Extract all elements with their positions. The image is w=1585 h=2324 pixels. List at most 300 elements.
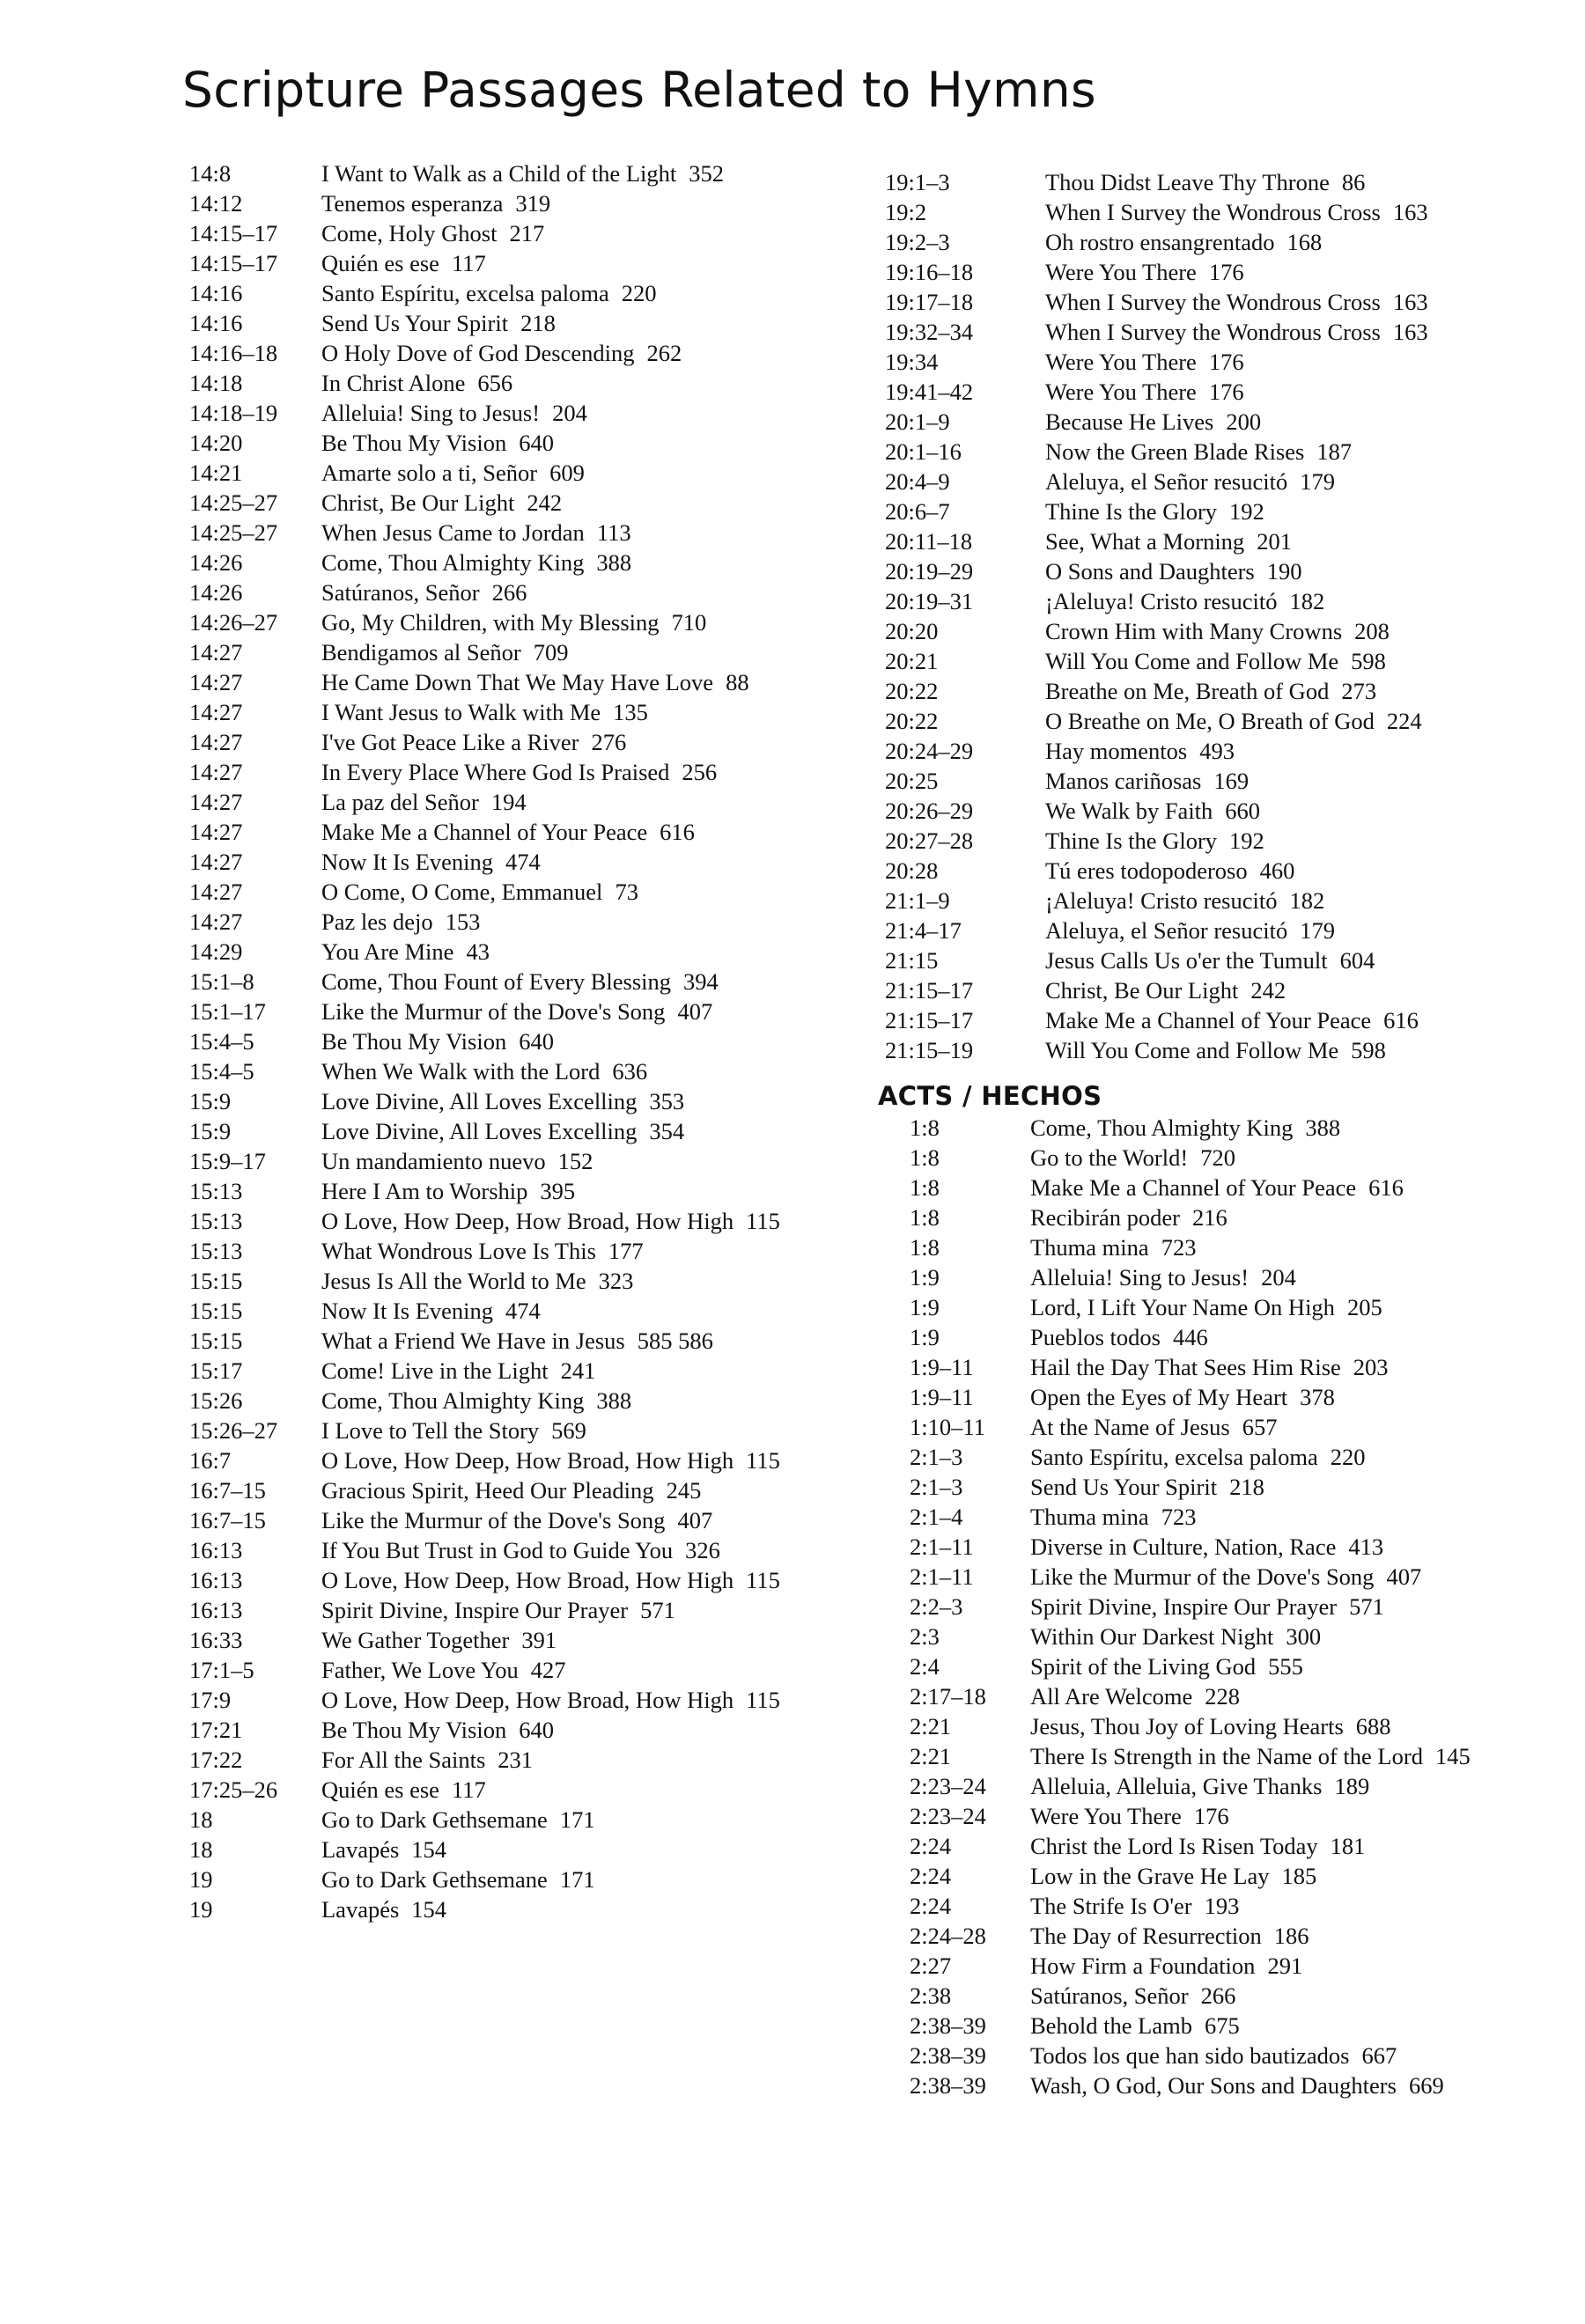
hymn-entry xyxy=(1045,287,1501,317)
hymn-number: 117 xyxy=(451,1776,486,1803)
hymn-entry xyxy=(1030,1861,1501,1891)
hymn-entry xyxy=(1030,1801,1501,1831)
hymn-number: 474 xyxy=(505,1298,541,1324)
hymn-title: Like the Murmur of the Dove's Song xyxy=(1030,1563,1375,1590)
scripture-reference: 2:38–39 xyxy=(910,2012,986,2039)
scripture-reference: 21:15–17 xyxy=(885,1007,974,1033)
scripture-reference: 20:1–16 xyxy=(885,438,962,465)
scripture-reference: 20:19–31 xyxy=(885,588,974,614)
hymn-entry xyxy=(321,1864,806,1894)
hymn-entry xyxy=(1030,1651,1501,1681)
scripture-reference: 20:4–9 xyxy=(885,468,950,495)
hymn-entry xyxy=(1030,1232,1501,1262)
scripture-reference: 2:2–3 xyxy=(910,1593,963,1620)
hymn-number: 446 xyxy=(1172,1324,1208,1350)
hymn-entry xyxy=(321,1416,806,1445)
hymn-number: 163 xyxy=(1392,289,1428,315)
scripture-reference: 20:20 xyxy=(885,618,939,644)
scripture-reference: 14:15–17 xyxy=(189,220,278,246)
index-entry xyxy=(885,676,1501,706)
hymn-entry xyxy=(1045,886,1501,916)
scripture-reference: 16:7–15 xyxy=(189,1507,266,1533)
scripture-reference: 19:1–3 xyxy=(885,169,950,195)
hymn-number: 710 xyxy=(671,609,707,636)
hymn-number: 179 xyxy=(1300,468,1335,495)
scripture-reference: 15:15 xyxy=(189,1298,243,1324)
scripture-reference: 20:22 xyxy=(885,678,939,704)
hymn-number: 571 xyxy=(1349,1593,1384,1620)
hymn-title: Thou Didst Leave Thy Throne xyxy=(1045,169,1330,195)
scripture-reference: 14:16 xyxy=(189,280,243,306)
hymn-number: 720 xyxy=(1200,1144,1235,1171)
index-entry xyxy=(885,1202,1501,1232)
index-entry xyxy=(189,1625,806,1655)
hymn-entry xyxy=(1030,1741,1501,1771)
hymn-title: What Wondrous Love Is This xyxy=(321,1238,596,1264)
scripture-reference: 2:24–28 xyxy=(910,1923,986,1949)
hymn-title: O Love, How Deep, How Broad, How High xyxy=(321,1447,734,1474)
hymn-title: Thine Is the Glory xyxy=(1045,498,1218,525)
hymn-entry xyxy=(321,1206,806,1236)
scripture-reference: 20:24–29 xyxy=(885,738,974,764)
hymn-title: Make Me a Channel of Your Peace xyxy=(1030,1174,1357,1201)
hymn-entry xyxy=(1030,1711,1501,1741)
index-entry xyxy=(189,1416,806,1445)
hymn-number: 220 xyxy=(621,280,657,306)
hymn-number: 135 xyxy=(613,699,648,725)
hymn-entry xyxy=(321,218,806,248)
hymn-entry xyxy=(1045,796,1501,826)
scripture-reference: 19:16–18 xyxy=(885,259,974,285)
index-entry xyxy=(885,1681,1501,1711)
hymn-title: How Firm a Foundation xyxy=(1030,1953,1256,1979)
index-entry xyxy=(189,338,806,368)
hymn-number: 189 xyxy=(1334,1773,1370,1799)
hymn-title: For All the Saints xyxy=(321,1747,486,1773)
index-entry xyxy=(189,1266,806,1296)
hymn-title: Will You Come and Follow Me xyxy=(1045,1037,1339,1063)
index-entry xyxy=(885,1891,1501,1921)
hymn-entry xyxy=(321,1176,806,1206)
hymn-entry xyxy=(1030,1262,1501,1292)
scripture-reference: 2:17–18 xyxy=(910,1683,986,1710)
hymn-entry xyxy=(321,1296,806,1326)
scripture-reference: 14:27 xyxy=(189,879,243,905)
hymn-entry xyxy=(321,817,806,847)
index-entry xyxy=(189,1236,806,1266)
hymn-number: 353 xyxy=(649,1088,685,1114)
scripture-reference: 14:26 xyxy=(189,549,243,576)
hymn-number: 413 xyxy=(1348,1533,1384,1560)
hymn-title: Within Our Darkest Night xyxy=(1030,1623,1274,1650)
hymn-title: Christ the Lord Is Risen Today xyxy=(1030,1833,1318,1859)
hymn-title: Low in the Grave He Lay xyxy=(1030,1863,1270,1889)
hymn-number: 300 xyxy=(1286,1623,1322,1650)
scripture-reference: 19 xyxy=(189,1896,213,1923)
index-entry xyxy=(189,218,806,248)
hymn-entry xyxy=(1030,1592,1501,1622)
hymn-number: 182 xyxy=(1289,887,1325,914)
hymn-number: 723 xyxy=(1161,1234,1197,1261)
hymn-number: 323 xyxy=(598,1268,634,1294)
hymn-number: 569 xyxy=(551,1417,586,1444)
hymn-number: 204 xyxy=(552,400,587,426)
hymn-title: If You But Trust in God to Guide You xyxy=(321,1537,674,1563)
index-entry xyxy=(189,1685,806,1715)
index-entry xyxy=(189,1565,806,1595)
index-entry xyxy=(189,907,806,937)
hymn-number: 176 xyxy=(1208,259,1244,285)
index-entry xyxy=(189,1116,806,1146)
scripture-reference: 1:9–11 xyxy=(910,1384,974,1410)
hymn-title: You Are Mine xyxy=(321,938,454,965)
scripture-reference: 14:27 xyxy=(189,729,243,755)
hymn-number: 474 xyxy=(505,849,541,875)
index-entry xyxy=(885,526,1501,556)
hymn-number: 598 xyxy=(1351,1037,1386,1063)
scripture-reference: 21:15 xyxy=(885,947,939,974)
hymn-number: 493 xyxy=(1199,738,1235,764)
index-entry xyxy=(885,1622,1501,1651)
scripture-reference: 20:1–9 xyxy=(885,408,950,435)
hymn-entry xyxy=(321,1026,806,1056)
scripture-reference: 15:17 xyxy=(189,1357,243,1384)
hymn-entry xyxy=(321,368,806,398)
hymn-number: 640 xyxy=(519,1028,554,1055)
index-entry xyxy=(885,1651,1501,1681)
hymn-title: O Holy Dove of God Descending xyxy=(321,340,635,366)
index-entry xyxy=(189,248,806,278)
scripture-reference: 21:1–9 xyxy=(885,887,950,914)
hymn-number: 190 xyxy=(1266,558,1302,585)
index-entry xyxy=(189,308,806,338)
hymn-title: Pueblos todos xyxy=(1030,1324,1161,1350)
index-entry xyxy=(189,428,806,458)
index-entry xyxy=(189,158,806,188)
hymn-number: 117 xyxy=(451,250,486,276)
scripture-reference: 1:9 xyxy=(910,1294,940,1320)
hymn-title: Like the Murmur of the Dove's Song xyxy=(321,998,666,1025)
hymn-number: 176 xyxy=(1193,1803,1229,1829)
hymn-title: Breathe on Me, Breath of God xyxy=(1045,678,1330,704)
scripture-reference: 14:16 xyxy=(189,310,243,336)
scripture-reference: 18 xyxy=(189,1806,213,1833)
hymn-entry xyxy=(1045,227,1501,257)
hymn-entry xyxy=(321,428,806,458)
index-entry xyxy=(189,1864,806,1894)
hymn-title: Come, Holy Ghost xyxy=(321,220,498,246)
hymn-entry xyxy=(321,1445,806,1475)
scripture-reference: 1:9–11 xyxy=(910,1354,974,1380)
hymn-title: Now It Is Evening xyxy=(321,1298,494,1324)
hymn-number: 115 xyxy=(746,1687,780,1713)
hymn-entry xyxy=(1030,1173,1501,1202)
index-entry xyxy=(189,847,806,877)
index-entry xyxy=(189,1775,806,1805)
hymn-title: In Christ Alone xyxy=(321,370,466,396)
hymn-title: Alleluia! Sing to Jesus! xyxy=(321,400,541,426)
index-entry xyxy=(189,1356,806,1386)
hymn-number: 200 xyxy=(1226,408,1262,435)
hymn-entry xyxy=(321,937,806,967)
scripture-reference: 2:38–39 xyxy=(910,2072,986,2099)
scripture-reference: 16:7 xyxy=(189,1447,232,1474)
hymn-title: Paz les dejo xyxy=(321,908,433,935)
index-entry xyxy=(885,347,1501,377)
hymn-entry xyxy=(321,607,806,637)
hymn-entry xyxy=(1045,586,1501,616)
index-entry xyxy=(189,458,806,488)
hymn-entry xyxy=(1045,1005,1501,1035)
hymn-entry xyxy=(321,1595,806,1625)
hymn-title: Were You There xyxy=(1045,379,1197,405)
hymn-entry xyxy=(321,1565,806,1595)
scripture-reference: 14:27 xyxy=(189,669,243,695)
hymn-title: Come, Thou Almighty King xyxy=(321,549,585,576)
scripture-reference: 14:27 xyxy=(189,789,243,815)
hymn-number: 395 xyxy=(540,1178,576,1204)
scripture-reference: 14:8 xyxy=(189,160,232,187)
index-entry xyxy=(189,1505,806,1535)
index-entry xyxy=(189,1026,806,1056)
hymn-number: 460 xyxy=(1259,857,1295,884)
hymn-entry xyxy=(321,1894,806,1924)
scripture-reference: 14:16–18 xyxy=(189,340,278,366)
scripture-reference: 20:26–29 xyxy=(885,798,974,824)
hymn-title: Spirit Divine, Inspire Our Prayer xyxy=(1030,1593,1338,1620)
hymn-title: Gracious Spirit, Heed Our Pleading xyxy=(321,1477,654,1504)
index-entry xyxy=(885,1005,1501,1035)
index-entry xyxy=(885,197,1501,227)
hymn-entry xyxy=(1030,1622,1501,1651)
scripture-reference: 15:9 xyxy=(189,1088,232,1114)
hymn-entry xyxy=(1030,1442,1501,1472)
scripture-reference: 2:4 xyxy=(910,1653,940,1680)
hymn-title: Spirit Divine, Inspire Our Prayer xyxy=(321,1597,629,1623)
index-entry xyxy=(885,467,1501,496)
hymn-title: Oh rostro ensangrentado xyxy=(1045,229,1275,255)
scripture-reference: 19:17–18 xyxy=(885,289,974,315)
index-entry xyxy=(885,826,1501,856)
hymn-title: Todos los que han sido bautizados xyxy=(1030,2042,1350,2069)
hymn-entry xyxy=(1045,706,1501,736)
index-entry xyxy=(885,1951,1501,1981)
hymn-entry xyxy=(1045,437,1501,467)
hymn-title: Amarte solo a ti, Señor xyxy=(321,460,538,486)
hymn-title: Because He Lives xyxy=(1045,408,1214,435)
hymn-title: O Love, How Deep, How Broad, How High xyxy=(321,1687,734,1713)
hymn-entry xyxy=(321,1266,806,1296)
hymn-entry xyxy=(1030,1352,1501,1382)
hymn-number: 616 xyxy=(660,819,695,845)
index-entry xyxy=(189,937,806,967)
hymn-entry xyxy=(321,907,806,937)
hymn-title: ¡Aleluya! Cristo resucitó xyxy=(1045,588,1278,614)
hymn-title: Father, We Love You xyxy=(321,1657,519,1683)
hymn-title: Hail the Day That Sees Him Rise xyxy=(1030,1354,1341,1380)
hymn-entry xyxy=(321,1146,806,1176)
scripture-reference: 14:27 xyxy=(189,819,243,845)
hymn-entry xyxy=(1030,1292,1501,1322)
scripture-reference: 2:1–4 xyxy=(910,1504,963,1530)
hymn-title: Now It Is Evening xyxy=(321,849,494,875)
hymn-entry xyxy=(1045,646,1501,676)
hymn-entry xyxy=(321,308,806,338)
index-entry xyxy=(885,257,1501,287)
hymn-title: Lavapés xyxy=(321,1836,400,1863)
index-entry xyxy=(189,1146,806,1176)
hymn-entry xyxy=(1030,1113,1501,1143)
hymn-number: 217 xyxy=(509,220,545,246)
scripture-reference: 15:26 xyxy=(189,1387,243,1414)
hymn-entry xyxy=(1030,1562,1501,1592)
scripture-reference: 20:28 xyxy=(885,857,939,884)
index-entry xyxy=(885,1741,1501,1771)
index-entry xyxy=(885,556,1501,586)
hymn-entry xyxy=(321,1775,806,1805)
index-entry xyxy=(189,727,806,757)
scripture-reference: 14:12 xyxy=(189,190,243,217)
hymn-entry xyxy=(1030,1981,1501,2011)
hymn-title: Aleluya, el Señor resucitó xyxy=(1045,917,1288,944)
scripture-reference: 21:15–19 xyxy=(885,1037,974,1063)
index-entry xyxy=(885,616,1501,646)
index-entry xyxy=(885,916,1501,945)
scripture-reference: 2:3 xyxy=(910,1623,940,1650)
hymn-title: Santo Espíritu, excelsa paloma xyxy=(1030,1444,1318,1470)
hymn-number: 319 xyxy=(515,190,551,217)
hymn-number: 640 xyxy=(519,430,554,456)
hymn-entry xyxy=(321,248,806,278)
hymn-title: In Every Place Where God Is Praised xyxy=(321,759,670,785)
scripture-reference: 19 xyxy=(189,1866,213,1893)
hymn-title: Recibirán poder xyxy=(1030,1204,1180,1231)
hymn-title: Thine Is the Glory xyxy=(1045,827,1218,854)
hymn-title: Love Divine, All Loves Excelling xyxy=(321,1088,638,1114)
index-entry xyxy=(885,646,1501,676)
index-entry xyxy=(189,757,806,787)
hymn-title: Crown Him with Many Crowns xyxy=(1045,618,1343,644)
scripture-reference: 1:8 xyxy=(910,1174,940,1201)
hymn-entry xyxy=(1045,676,1501,706)
hymn-number: 276 xyxy=(591,729,627,755)
scripture-reference: 1:10–11 xyxy=(910,1414,985,1440)
hymn-entry xyxy=(1030,1382,1501,1412)
scripture-reference: 2:23–24 xyxy=(910,1803,986,1829)
hymn-entry xyxy=(321,488,806,518)
index-entry xyxy=(885,1771,1501,1801)
hymn-entry xyxy=(1045,317,1501,347)
hymn-entry xyxy=(1030,2011,1501,2041)
hymn-entry xyxy=(321,338,806,368)
hymn-entry xyxy=(1045,496,1501,526)
scripture-reference: 1:9 xyxy=(910,1324,940,1350)
hymn-number: 145 xyxy=(1434,1743,1471,1769)
index-entry xyxy=(189,877,806,907)
hymn-number: 176 xyxy=(1208,349,1244,375)
hymn-title: O Come, O Come, Emmanuel xyxy=(321,879,603,905)
scripture-reference: 14:15–17 xyxy=(189,250,278,276)
hymn-number: 216 xyxy=(1191,1204,1227,1231)
index-entry xyxy=(885,1472,1501,1502)
scripture-reference: 2:23–24 xyxy=(910,1773,986,1799)
scripture-reference: 14:29 xyxy=(189,938,243,965)
scripture-reference: 16:13 xyxy=(189,1567,243,1593)
index-entry xyxy=(189,1835,806,1864)
hymn-number: 616 xyxy=(1368,1174,1404,1201)
hymn-number: 616 xyxy=(1383,1007,1419,1033)
page-title: Scripture Passages Related to Hymns xyxy=(182,62,1096,118)
hymn-entry xyxy=(1045,467,1501,496)
hymn-title: Un mandamiento nuevo xyxy=(321,1148,546,1174)
scripture-reference: 20:21 xyxy=(885,648,939,674)
hymn-entry xyxy=(321,458,806,488)
hymn-entry xyxy=(1045,916,1501,945)
scripture-reference: 2:24 xyxy=(910,1833,952,1859)
scripture-reference: 15:26–27 xyxy=(189,1417,278,1444)
index-entry xyxy=(189,488,806,518)
hymn-title: Were You There xyxy=(1030,1803,1182,1829)
hymn-number: 168 xyxy=(1286,229,1323,255)
hymn-number: 218 xyxy=(520,310,556,336)
hymn-title: Satúranos, Señor xyxy=(321,579,480,606)
scripture-reference: 15:4–5 xyxy=(189,1028,254,1055)
index-entry xyxy=(189,1535,806,1565)
scripture-reference: 19:34 xyxy=(885,349,939,375)
hymn-number: 231 xyxy=(498,1747,534,1773)
hymn-title: Here I Am to Worship xyxy=(321,1178,528,1204)
scripture-reference: 2:21 xyxy=(910,1713,952,1739)
index-entry xyxy=(885,945,1501,975)
hymn-number: 86 xyxy=(1341,169,1366,195)
hymn-title: Send Us Your Spirit xyxy=(1030,1474,1218,1500)
hymn-number: 152 xyxy=(557,1148,593,1174)
hymn-number: 407 xyxy=(677,1507,713,1533)
hymn-entry xyxy=(321,667,806,697)
hymn-entry xyxy=(321,278,806,308)
index-entry xyxy=(189,1386,806,1416)
hymn-entry xyxy=(321,1505,806,1535)
index-entry xyxy=(885,1113,1501,1143)
hymn-title: Make Me a Channel of Your Peace xyxy=(321,819,648,845)
hymn-entry xyxy=(1045,526,1501,556)
hymn-title: O Love, How Deep, How Broad, How High xyxy=(321,1567,734,1593)
hymn-entry xyxy=(321,1685,806,1715)
hymn-entry xyxy=(321,1805,806,1835)
hymn-title: I Want Jesus to Walk with Me xyxy=(321,699,601,725)
scripture-reference: 15:9–17 xyxy=(189,1148,266,1174)
hymn-number: 555 xyxy=(1268,1653,1303,1680)
hymn-entry xyxy=(321,1625,806,1655)
index-entry xyxy=(885,856,1501,886)
hymn-number: 113 xyxy=(596,519,631,546)
index-entry xyxy=(189,548,806,577)
index-entry xyxy=(189,667,806,697)
hymn-entry xyxy=(1030,1921,1501,1951)
scripture-reference: 21:15–17 xyxy=(885,977,974,1004)
hymn-number: 585 586 xyxy=(637,1327,713,1354)
section-heading-acts: ACTS / HECHOS xyxy=(878,1081,1102,1111)
index-entry xyxy=(885,1981,1501,2011)
hymn-number: 169 xyxy=(1213,768,1250,794)
scripture-reference: 17:25–26 xyxy=(189,1776,278,1803)
hymn-number: 181 xyxy=(1330,1833,1366,1859)
index-entry xyxy=(885,1382,1501,1412)
scripture-reference: 19:41–42 xyxy=(885,379,974,405)
scripture-reference: 1:8 xyxy=(910,1234,940,1261)
hymn-title: Come, Thou Fount of Every Blessing xyxy=(321,968,671,995)
hymn-title: Spirit of the Living God xyxy=(1030,1653,1257,1680)
